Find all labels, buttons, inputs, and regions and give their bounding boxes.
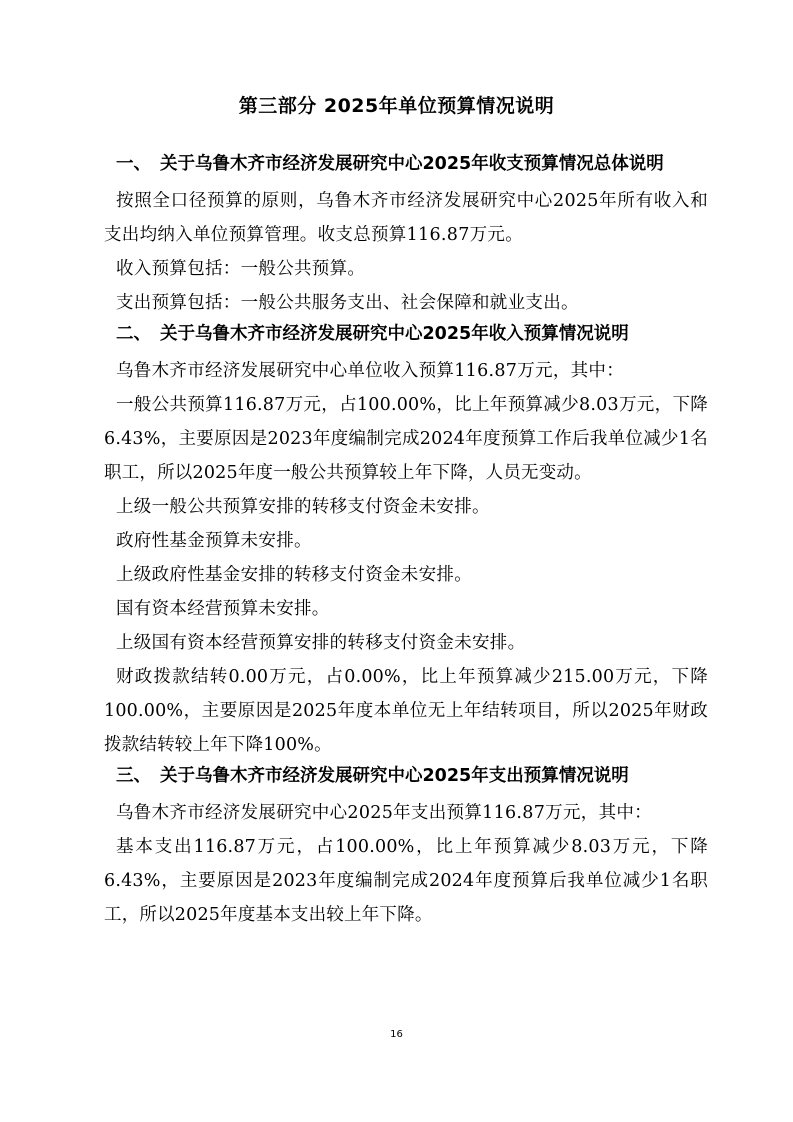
paragraph: 财政拨款结转0.00万元，占0.00%，比上年预算减少215.00万元，下降100.00%，主要原因是2025年度本单位无上年结转项目，所以2025年财政拨款结转较上年下降100%。	[104, 667, 708, 755]
paragraph: 国有资本经营预算未安排。	[116, 599, 330, 619]
paragraph: 乌鲁木齐市经济发展研究中心2025年支出预算116.87万元，其中：	[116, 803, 652, 823]
section-heading-text: 关于乌鲁木齐市经济发展研究中心2025年支出预算情况说明	[160, 766, 629, 786]
paragraph: 按照全口径预算的原则，乌鲁木齐市经济发展研究中心2025年所有收入和支出均纳入单位预算管理。收支总预算116.87万元。	[104, 191, 708, 245]
page-title: 第三部分 2025年单位预算情况说明	[238, 95, 555, 117]
paragraph: 上级国有资本经营预算安排的转移支付资金未安排。	[116, 633, 526, 653]
page-number: 16	[390, 1029, 403, 1040]
paragraph: 基本支出116.87万元，占100.00%，比上年预算减少8.03万元，下降6.43%，主要原因是2023年度编制完成2024年度预算后我单位减少1名职工，所以2025年度基本支出较上年下降。	[104, 837, 708, 925]
section-heading-3	[116, 762, 708, 796]
paragraph: 上级政府性基金安排的转移支付资金未安排。	[116, 565, 472, 585]
section-heading-text: 关于乌鲁木齐市经济发展研究中心2025年收入预算情况说明	[160, 324, 629, 344]
section-heading-1	[116, 150, 708, 184]
section-number: 二、	[116, 324, 151, 344]
paragraph: 上级一般公共预算安排的转移支付资金未安排。	[116, 497, 490, 517]
section-heading-2	[116, 320, 708, 354]
section-number: 一、	[116, 154, 151, 174]
section-heading-text: 关于乌鲁木齐市经济发展研究中心2025年收支预算情况总体说明	[160, 154, 664, 174]
section-number: 三、	[116, 766, 151, 786]
paragraph: 一般公共预算116.87万元，占100.00%，比上年预算减少8.03万元，下降6.43%，主要原因是2023年度编制完成2024年度预算工作后我单位减少1名职工，所以2025年度一般公共预算较上年下降，人员无变动。	[104, 395, 708, 483]
paragraph: 支出预算包括：一般公共服务支出、社会保障和就业支出。	[116, 293, 579, 313]
paragraph: 乌鲁木齐市经济发展研究中心单位收入预算116.87万元，其中：	[116, 361, 625, 381]
document-body	[104, 150, 708, 932]
paragraph: 收入预算包括：一般公共预算。	[116, 259, 366, 279]
paragraph: 政府性基金预算未安排。	[116, 531, 312, 551]
